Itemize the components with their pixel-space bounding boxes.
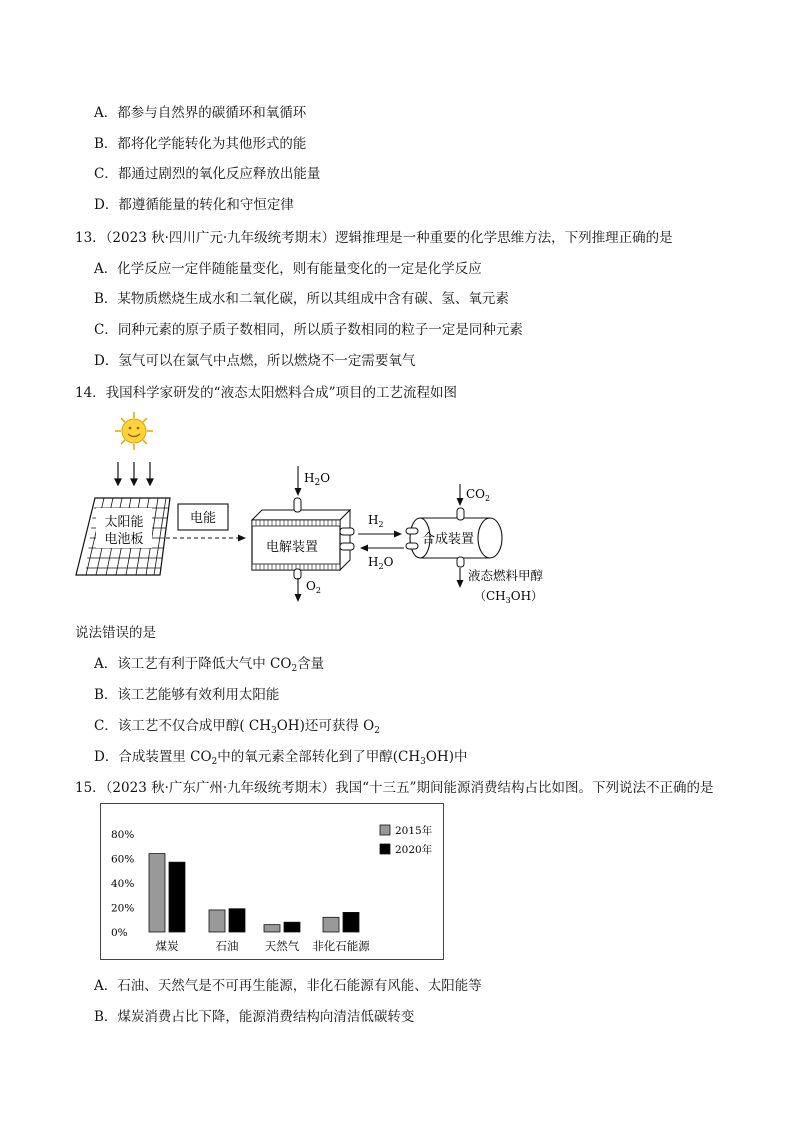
q14-option-b: B．该工艺能够有效利用太阳能	[94, 687, 280, 703]
q12-option-b: B．都将化学能转化为其他形式的能	[94, 136, 307, 152]
q15-option-a: A．石油、天然气是不可再生能源，非化石能源有风能、太阳能等	[94, 978, 482, 994]
electric-energy-label: 电能	[189, 511, 217, 526]
electrolysis-device	[252, 498, 354, 579]
synthesis-device	[406, 508, 502, 567]
h2o-input-label: $H_2O$	[304, 471, 331, 488]
x-tick-label: 煤炭	[155, 939, 179, 953]
solar-panel-label-1: 太阳能	[104, 515, 144, 530]
bar	[284, 922, 300, 932]
x-tick-label: 石油	[215, 939, 239, 953]
legend-swatch	[380, 844, 390, 854]
process-flow-diagram	[70, 410, 610, 610]
solar-panel	[76, 498, 170, 575]
o2-output-label: $O_2$	[306, 579, 321, 595]
q14-option-c: C．该工艺不仅合成甲醇( $CH_3OH$)还可获得 $O_2$	[94, 718, 380, 736]
bar	[323, 917, 339, 932]
fuel-label: 液态燃料甲醇	[468, 568, 544, 583]
energy-flow-arrow	[166, 535, 246, 542]
bar	[149, 854, 165, 932]
q14-option-a: A．该工艺有利于降低大气中 $CO_2$含量	[94, 656, 325, 674]
q14-after-text: 说法错误的是	[75, 625, 156, 641]
bar	[264, 925, 280, 932]
sun-icon	[115, 412, 153, 450]
q13-option-b: B．某物质燃烧生成水和二氧化碳，所以其组成中含有碳、氢、氧元素	[94, 291, 509, 307]
h2-label: $H_2$	[368, 513, 384, 529]
q13-option-a: A．化学反应一定伴随能量变化，则有能量变化的一定是化学反应	[94, 261, 482, 277]
bar	[229, 909, 245, 932]
q12-option-a: A．都参与自然界的碳循环和氧循环	[94, 105, 307, 121]
q15-option-b: B．煤炭消费占比下降，能源消费结构向清洁低碳转变	[94, 1009, 415, 1025]
q12-option-c: C．都通过剧烈的氧化反应释放出能量	[94, 166, 321, 182]
q14-option-d: D．合成装置里 $CO_2$中的氧元素全部转化到了甲醇$(CH_3OH)$中	[94, 749, 468, 767]
y-tick-label: 60%	[111, 853, 135, 866]
q15-stem: 15．（2023 秋·广东广州·九年级统考期末）我国“十三五”期间能源消费结构占比如图。下列说法不正确的是	[75, 780, 714, 796]
chart-svg	[101, 804, 445, 961]
y-tick-label: 20%	[111, 902, 135, 915]
electrolysis-label: 电解装置	[265, 540, 319, 555]
y-tick-label: 0%	[111, 927, 128, 939]
q13-stem: 13．（2023 秋·四川广元·九年级统考期末）逻辑推理是一种重要的化学思维方法，下列推理正确的是	[75, 230, 673, 246]
q12-option-d: D．都遵循能量的转化和守恒定律	[94, 197, 294, 213]
q14-stem: 14．我国科学家研发的“液态太阳燃料合成”项目的工艺流程如图	[75, 385, 457, 401]
bar	[209, 910, 225, 932]
co2-input-label: $CO_2$	[466, 487, 491, 503]
y-tick-label: 40%	[111, 878, 135, 890]
bar	[169, 862, 185, 932]
synthesis-label: 合成装置	[421, 532, 475, 547]
legend-swatch	[380, 825, 390, 835]
legend-label: 2020年	[395, 844, 433, 856]
q13-option-c: C．同种元素的原子质子数相同，所以质子数相同的粒子一定是同种元素	[94, 322, 523, 338]
q13-option-d: D．氢气可以在氯气中点燃，所以燃烧不一定需要氧气	[94, 353, 416, 369]
solar-panel-label-2: 电池板	[104, 532, 144, 547]
y-tick-label: 80%	[111, 829, 135, 841]
x-tick-label: 非化石能源	[312, 939, 370, 953]
legend-label: 2015年	[395, 825, 433, 837]
fuel-formula: $(CH_3OH)$	[474, 589, 544, 605]
x-tick-label: 天然气	[264, 939, 300, 953]
h2o-return-label: $H_2O$	[368, 555, 394, 571]
bar	[343, 912, 359, 932]
sunlight-arrows	[115, 462, 153, 485]
energy-structure-chart	[100, 803, 444, 960]
